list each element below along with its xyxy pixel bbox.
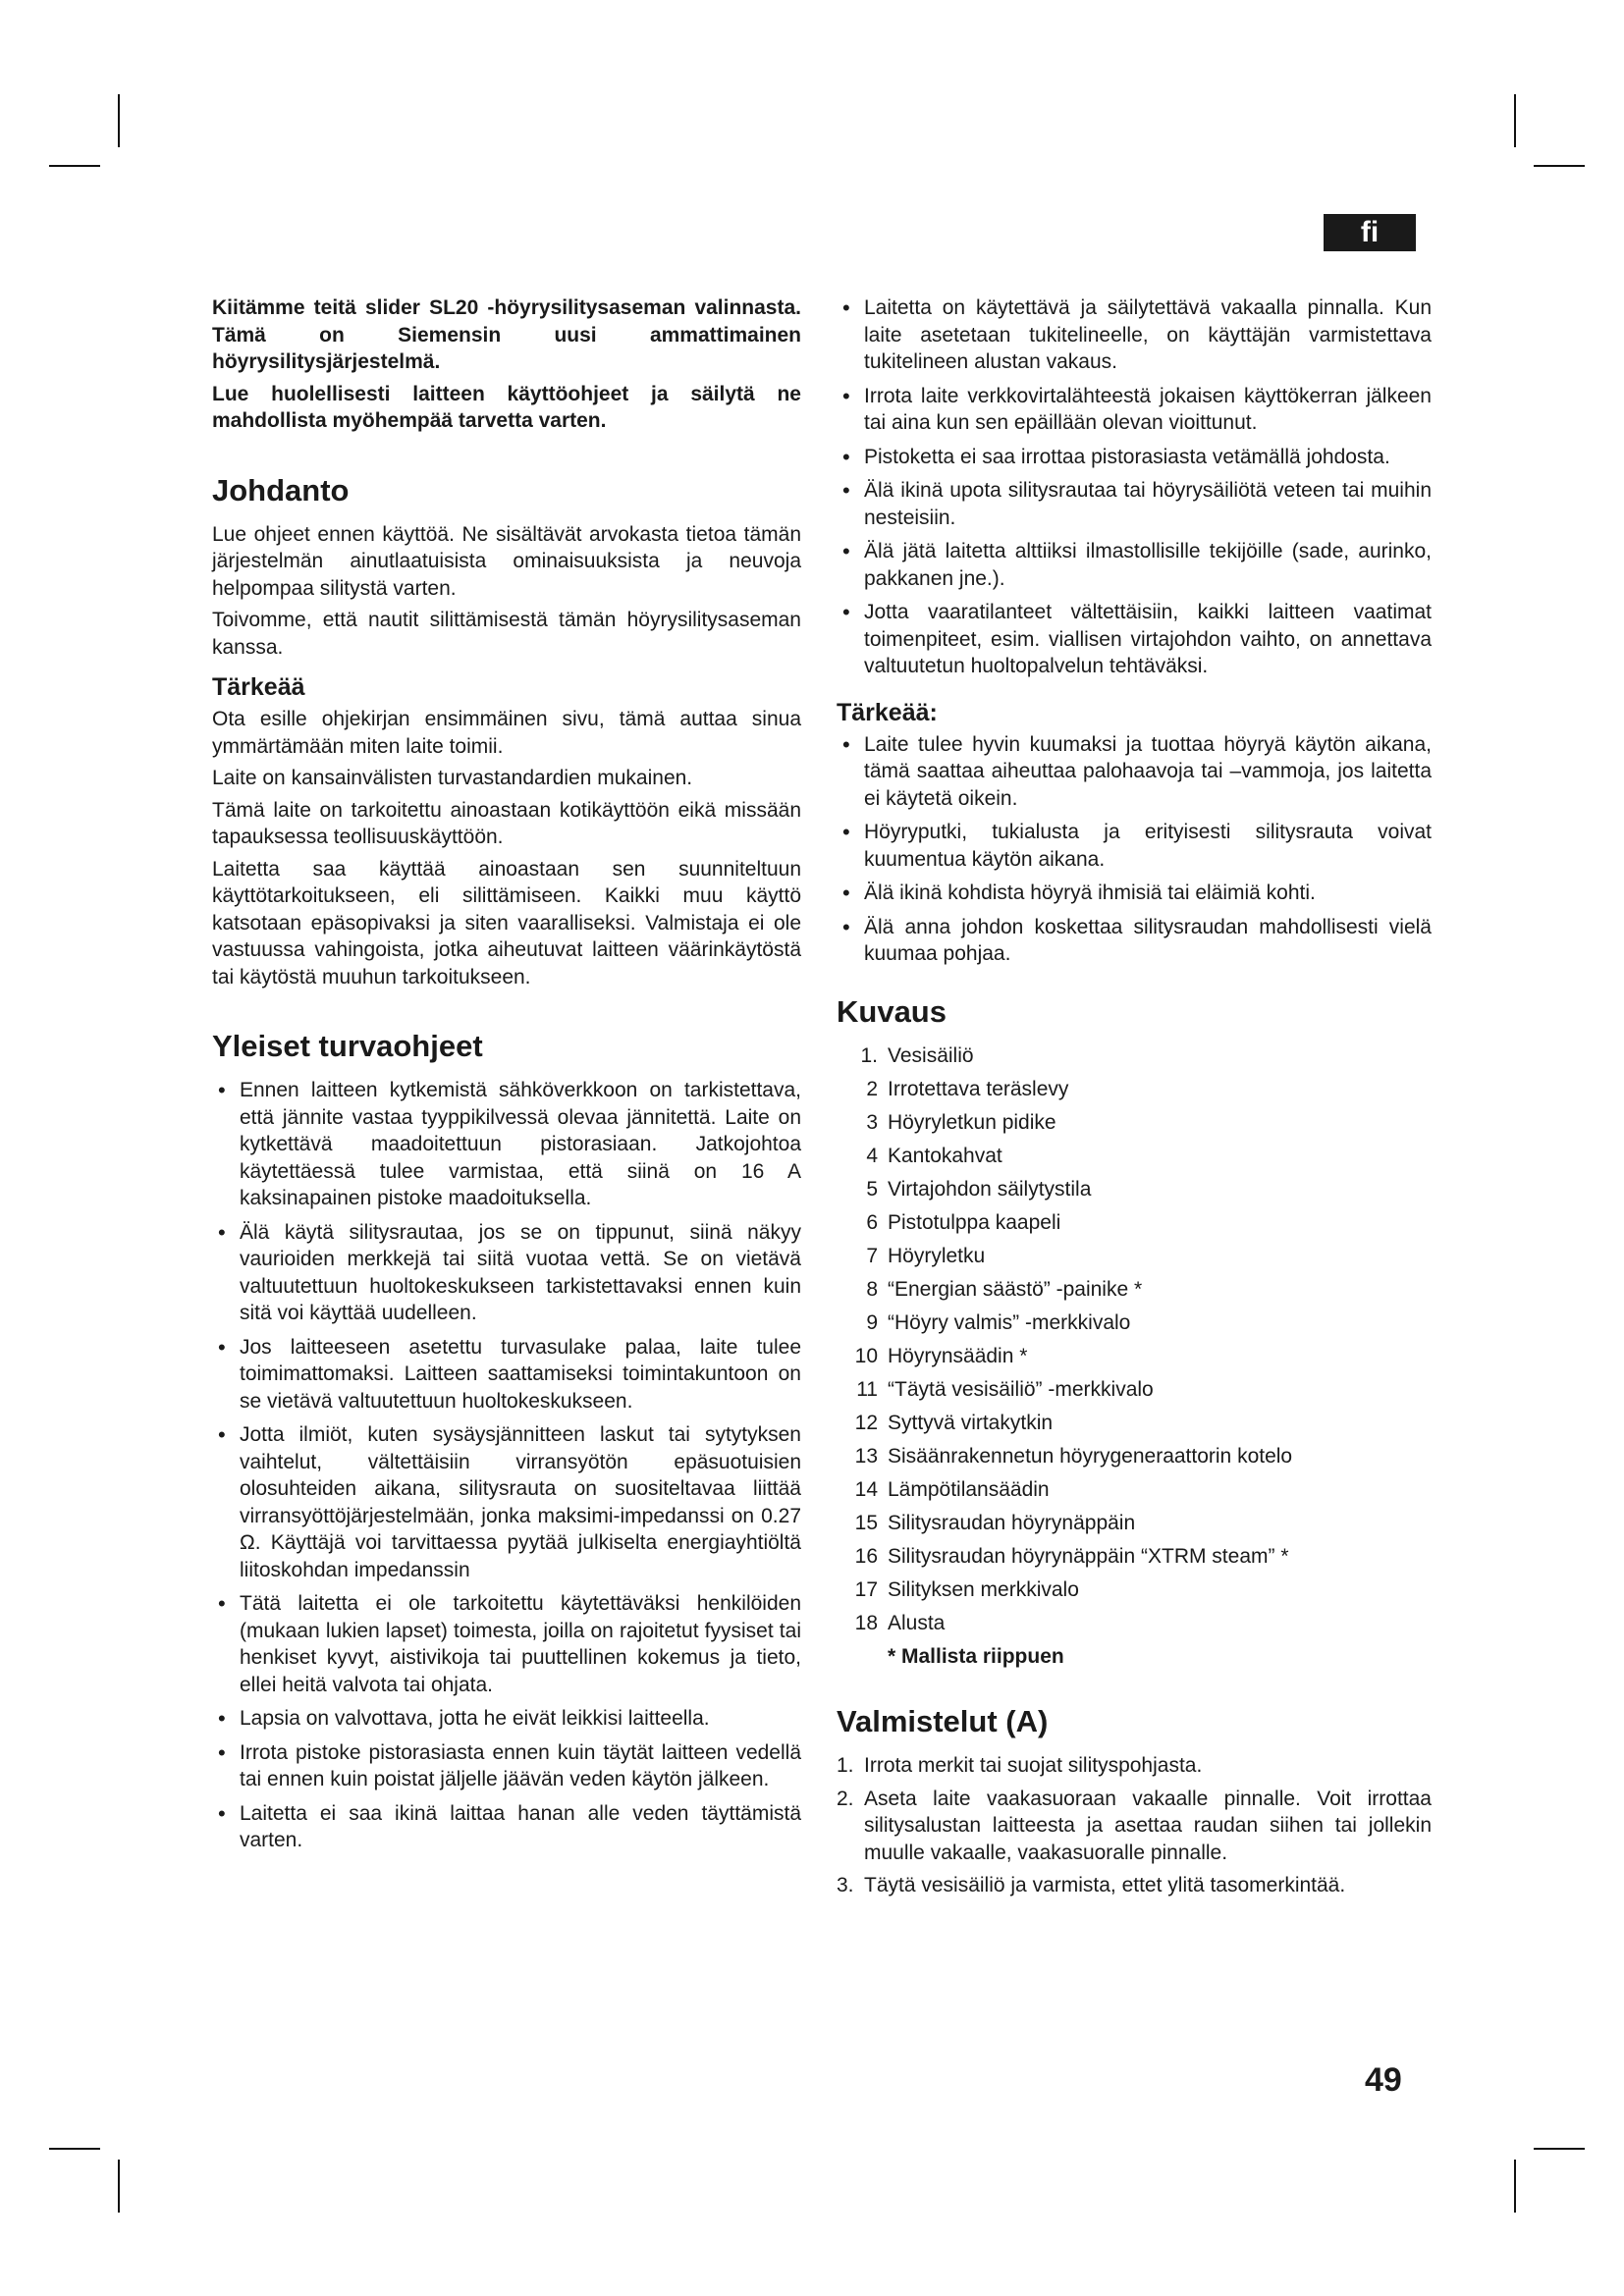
list-item: • Lapsia on valvottava, jotta he eivät leikkisi laitteella. xyxy=(212,1705,801,1733)
list-item: • Irrota laite verkkovirtalähteestä jokaisen käyttökerran jälkeen tai aina kun sen epäillään olevan vioittunut. xyxy=(837,383,1432,437)
model-dependent-note: * Mallista riippuen xyxy=(888,1644,1064,1668)
parts-label: Höyryletku xyxy=(888,1244,986,1267)
intro-thanks: Kiitämme teitä slider SL20 -höyrysilitysaseman valinnasta. Tämä on Siemensin uusi ammattimainen höyrysilitysjärjestelmä. xyxy=(212,296,801,373)
preparation-steps xyxy=(837,1752,1432,1899)
parts-number: 8 xyxy=(866,1277,878,1301)
parts-number: 16 xyxy=(854,1544,878,1568)
list-item: • Jos laitteeseen asetettu turvasulake palaa, laite tulee toimimattomaksi. Laitteen saattamiseksi toimintakuntoon on se vietävä valtuutettuun huoltokeskukseen. xyxy=(212,1334,801,1415)
parts-number: 10 xyxy=(854,1344,878,1367)
parts-number: 15 xyxy=(854,1511,878,1534)
step-number: 2. xyxy=(837,1787,854,1810)
crop-mark xyxy=(118,2160,120,2213)
crop-mark xyxy=(1534,165,1585,167)
list-item: • Laite tulee hyvin kuumaksi ja tuottaa höyryä käytön aikana, tämä saattaa aiheuttaa palohaavoja tai –vammoja, jos laitetta ei käytetä oikein. xyxy=(837,731,1432,813)
list-item: • Höyryputki, tukialusta ja erityisesti silitysrauta voivat kuumentua käytön aikana. xyxy=(837,819,1432,873)
parts-label: “Höyry valmis” -merkkivalo xyxy=(888,1310,1131,1334)
parts-label: Lämpötilansäädin xyxy=(888,1477,1050,1501)
step-number: 1. xyxy=(837,1754,854,1777)
section-title-tarkeaa: Tärkeää xyxy=(212,673,305,701)
list-item: • Pistoketta ei saa irrottaa pistorasiasta vetämällä johdosta. xyxy=(837,444,1432,471)
parts-number: 3 xyxy=(866,1110,878,1134)
parts-label: Höyryletkun pidike xyxy=(888,1110,1056,1134)
parts-item xyxy=(837,1543,1432,1571)
intro-read-instructions: Lue huolellisesti laitteen käyttöohjeet ja säilytä ne mahdollista myöhempää tarvetta varten. xyxy=(212,382,801,432)
parts-item xyxy=(837,1510,1432,1537)
step-text: Aseta laite vaakasuoraan vakaalle pinnalle. Voit irrottaa silitysalustan laitteesta ja asettaa raudan siihen tai jollekin muulle vakaalle, vaakasuoralle pinnalle. xyxy=(864,1787,1432,1864)
parts-item xyxy=(837,1309,1432,1337)
list-item: • Älä anna johdon koskettaa silitysraudan mahdollisesti vielä kuumaa pohjaa. xyxy=(837,914,1432,968)
parts-label: Virtajohdon säilytystila xyxy=(888,1177,1092,1201)
list-item: • Laitetta on käytettävä ja säilytettävä vakaalla pinnalla. Kun laite asetetaan tukitelineelle, on käyttäjän varmistettava tukitelineen alustan vakaus. xyxy=(837,294,1432,376)
parts-item xyxy=(837,1209,1432,1237)
parts-item xyxy=(837,1410,1432,1437)
crop-mark xyxy=(1514,2160,1516,2213)
crop-mark xyxy=(1534,2148,1585,2150)
list-item: • Irrota pistoke pistorasiasta ennen kuin täytät laitteen vedellä tai ennen kuin poistat jäljelle jäävän veden käytön jälkeen. xyxy=(212,1739,801,1793)
crop-mark xyxy=(49,2148,100,2150)
parts-label: Silitysraudan höyrynäppäin xyxy=(888,1511,1136,1534)
step-text: Täytä vesisäiliö ja varmista, ettet ylitä tasomerkintää. xyxy=(864,1874,1346,1896)
section-title-kuvaus: Kuvaus xyxy=(837,993,947,1029)
list-item: • Ennen laitteen kytkemistä sähköverkkoon on tarkistettava, että jännite vastaa tyyppikilvessä olevaa jännitettä. Laite on kytkettävä maadoitettuun pistorasiaan. Jatkojohtoa käytettäessä tulee varmistaa, että siinä on 16 A kaksinapainen pistoke maadoituksella. xyxy=(212,1077,801,1212)
step-text: Irrota merkit tai suojat silityspohjasta. xyxy=(864,1754,1203,1777)
paragraph: Laite on kansainvälisten turvastandardien mukainen. xyxy=(212,767,693,789)
paragraph: Ota esille ohjekirjan ensimmäinen sivu, tämä auttaa sinua ymmärtämään miten laite toimii. xyxy=(212,708,801,758)
parts-number: 18 xyxy=(854,1611,878,1634)
parts-item xyxy=(837,1243,1432,1270)
section-title-valmistelut: Valmistelut (A) xyxy=(837,1704,1049,1738)
list-item: • Tätä laitetta ei ole tarkoitettu käytettäväksi henkilöiden (mukaan lukien lapset) toimesta, joilla on rajoitetut fyysiset tai henkiset kyvyt, aistivikoja tai puuttellinen kokemus ja tieto, ellei heitä valvota tai ohjata. xyxy=(212,1590,801,1698)
step-item xyxy=(837,1752,1432,1780)
parts-item xyxy=(837,1042,1432,1070)
parts-label: Pistotulppa kaapeli xyxy=(888,1210,1061,1234)
list-item: • Laitetta ei saa ikinä laittaa hanan alle veden täyttämistä varten. xyxy=(212,1800,801,1854)
parts-number: 13 xyxy=(854,1444,878,1468)
parts-number: 7 xyxy=(866,1244,878,1267)
parts-label: “Täytä vesisäiliö” -merkkivalo xyxy=(888,1377,1154,1401)
parts-item xyxy=(837,1443,1432,1470)
parts-item xyxy=(837,1143,1432,1170)
safety-list-continued xyxy=(837,294,1432,680)
parts-label: Kantokahvat xyxy=(888,1144,1002,1167)
parts-number: 1. xyxy=(860,1043,878,1067)
language-tab: fi xyxy=(1324,214,1416,251)
parts-number: 5 xyxy=(866,1177,878,1201)
parts-list xyxy=(837,1042,1432,1637)
parts-item xyxy=(837,1176,1432,1203)
safety-list xyxy=(212,1077,801,1854)
right-column xyxy=(837,294,1432,1905)
parts-label: Syttyvä virtakytkin xyxy=(888,1411,1054,1434)
list-item: • Jotta ilmiöt, kuten sysäysjännitteen laskut tai sytytyksen vaihtelut, vältettäisiin virransyötön epäsuotuisien olosuhteiden aikana, silitysrauta on suositeltavaa liittää virransyöttöjärjestelmään, jonka maksimi-impedanssi on 0.27 Ω. Käyttäjä voi tarvittaessa pyytää julkiselta energiayhtiöltä liitoskohdan impedanssin xyxy=(212,1421,801,1583)
parts-item xyxy=(837,1376,1432,1404)
parts-item xyxy=(837,1610,1432,1637)
section-title-turvaohjeet: Yleiset turvaohjeet xyxy=(212,1029,483,1063)
step-number: 3. xyxy=(837,1874,854,1896)
parts-item xyxy=(837,1343,1432,1370)
parts-item xyxy=(837,1076,1432,1103)
parts-label: Alusta xyxy=(888,1611,946,1634)
parts-label: Vesisäiliö xyxy=(888,1043,974,1067)
step-item xyxy=(837,1872,1432,1899)
parts-number: 9 xyxy=(866,1310,878,1334)
parts-item xyxy=(837,1276,1432,1304)
step-item xyxy=(837,1786,1432,1867)
parts-number: 11 xyxy=(856,1377,878,1401)
parts-number: 2 xyxy=(866,1077,878,1100)
parts-item xyxy=(837,1476,1432,1504)
important-list xyxy=(837,731,1432,968)
paragraph: Tämä laite on tarkoitettu ainoastaan kotikäyttöön eikä missään tapauksessa teollisuuskäyttöön. xyxy=(212,798,801,848)
parts-label: Silitysraudan höyrynäppäin “XTRM steam” * xyxy=(888,1544,1289,1568)
list-item: • Älä ikinä upota silitysrautaa tai höyrysäiliötä veteen tai muihin nesteisiin. xyxy=(837,477,1432,531)
paragraph: Laitetta saa käyttää ainoastaan sen suunniteltuun käyttötarkoitukseen, eli silittämiseen. Kaikki muu käyttö katsotaan epäsopivaksi ja siten vaaralliseksi. Valmistaja ei ole vastuussa vahingoista, jotka aiheutuvat laitteen väärinkäytöstä tai käytöstä muuhun tarkoitukseen. xyxy=(212,857,801,988)
crop-mark xyxy=(49,165,100,167)
parts-label: Sisäänrakennetun höyrygeneraattorin kotelo xyxy=(888,1444,1293,1468)
section-title-johdanto: Johdanto xyxy=(212,472,350,507)
list-item: • Älä käytä silitysrautaa, jos se on tippunut, siinä näkyy vaurioiden merkkejä tai siitä vuotaa vettä. Se on vietävä valtuutettuun huoltokeskukseen tarkistettavaksi ennen kuin sitä voi käyttää uudelleen. xyxy=(212,1219,801,1327)
parts-number: 17 xyxy=(854,1577,878,1601)
crop-mark xyxy=(118,94,120,147)
parts-item xyxy=(837,1576,1432,1604)
list-item: • Jotta vaaratilanteet vältettäisiin, kaikki laitteen vaatimat toimenpiteet, esim. viallisen virtajohdon vaihto, on annettava valtuutetun huoltopalvelun tehtäväksi. xyxy=(837,599,1432,680)
parts-number: 14 xyxy=(854,1477,878,1501)
parts-number: 12 xyxy=(854,1411,878,1434)
section-title-tarkeaa-2: Tärkeää: xyxy=(837,698,938,726)
parts-label: Höyrynsäädin * xyxy=(888,1344,1028,1367)
parts-item xyxy=(837,1109,1432,1137)
list-item: • Älä ikinä kohdista höyryä ihmisiä tai eläimiä kohti. xyxy=(837,880,1432,907)
parts-number: 4 xyxy=(866,1144,878,1167)
crop-mark xyxy=(1514,94,1516,147)
paragraph: Toivomme, että nautit silittämisestä tämän höyrysilitysaseman kanssa. xyxy=(212,609,801,659)
parts-label: Silityksen merkkivalo xyxy=(888,1577,1079,1601)
page-number: 49 xyxy=(1365,2061,1402,2099)
list-item: • Älä jätä laitetta alttiiksi ilmastollisille tekijöille (sade, aurinko, pakkanen jne.). xyxy=(837,538,1432,592)
paragraph: Lue ohjeet ennen käyttöä. Ne sisältävät arvokasta tietoa tämän järjestelmän ainutlaatuisista ominaisuuksista ja neuvoja helpompaa silitystä varten. xyxy=(212,522,801,600)
left-column xyxy=(212,294,801,1861)
parts-label: Irrotettava teräslevy xyxy=(888,1077,1069,1100)
parts-label: “Energian säästö” -painike * xyxy=(888,1277,1143,1301)
parts-number: 6 xyxy=(866,1210,878,1234)
